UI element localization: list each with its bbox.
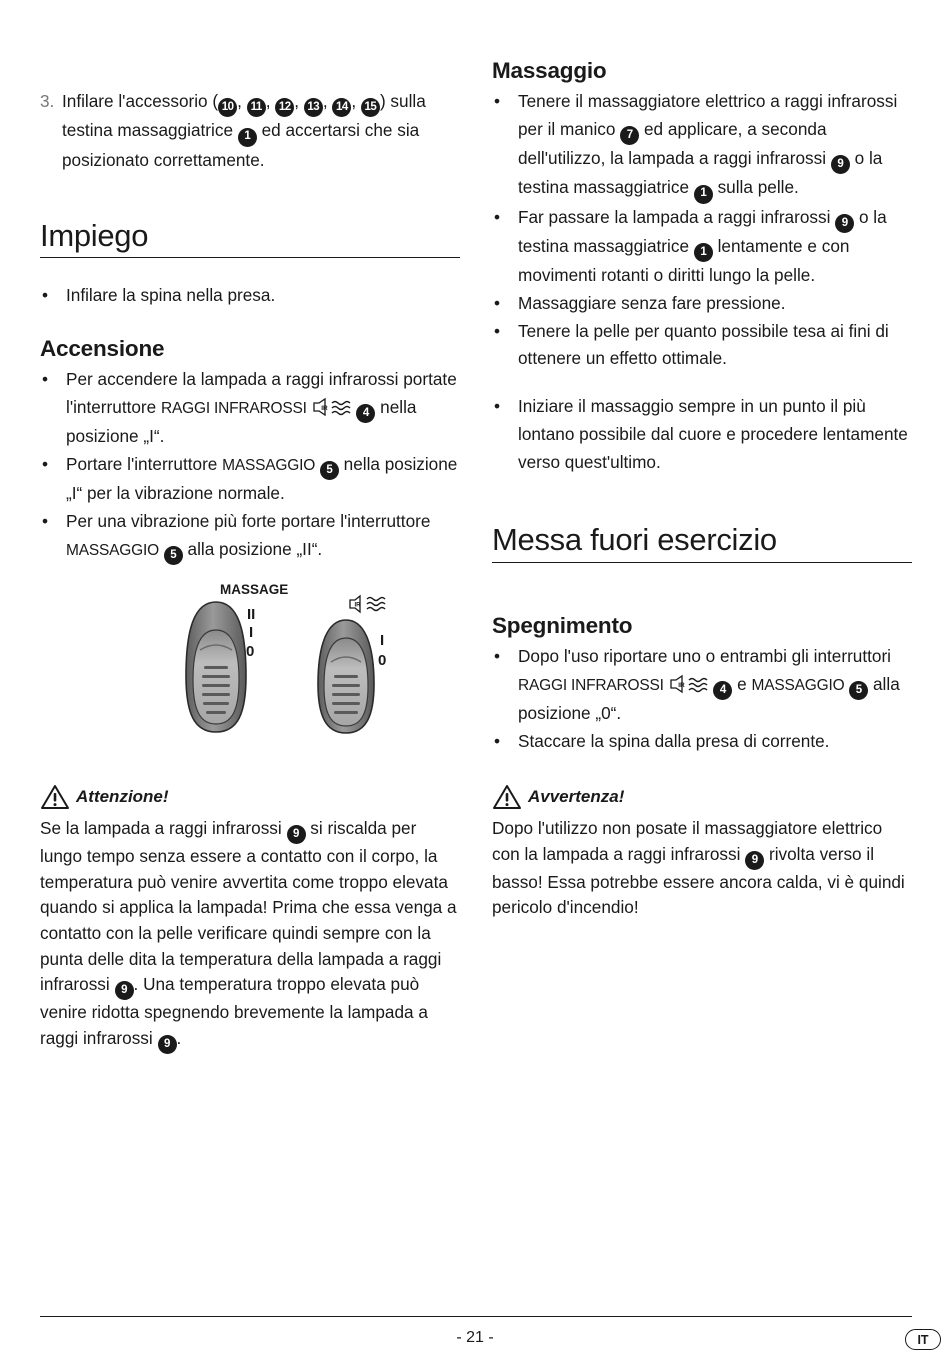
ref-badge: 4 — [713, 681, 732, 700]
ref-badge: 14 — [332, 98, 351, 117]
massage-label: MASSAGE — [220, 582, 289, 597]
switch-position-label: II — [247, 606, 256, 623]
step-number: 3. — [40, 91, 55, 111]
warning-text: Dopo l'utilizzo non posate il massaggiatore elettrico con la lampada a raggi infrarossi 9 rivolta verso il basso! Essa potrebbe essere ancora calda, vi è quindi pericolo d'incendio! — [492, 818, 905, 918]
svg-text:IR: IR — [354, 602, 361, 609]
ref-badge: 4 — [356, 404, 375, 423]
ref-badge: 12 — [275, 98, 294, 117]
warning-text: Se la lampada a raggi infrarossi 9 si riscalda per lungo tempo senza essere a contatto con il corpo, la temperatura può venire avvertita come troppo elevata quando si applica la lampada! Prima che essa venga a contatto con la pelle verificare quindi sempre con la punta delle dita la temperatura della lampada a raggi infrarossi 9 . Una temperatura troppo elevata può venire ridotta spegnendo brevemente la lampada a raggi infrarossi 9 . — [40, 816, 460, 1054]
page-number: - 21 - — [456, 1329, 494, 1346]
switch-illustration — [140, 578, 420, 740]
step-3-text: Infilare l'accessorio ( 10 , 11 , 12 , 13 , 14 , 15 ) sulla testina massaggiatrice 1 ed accertarsi che sia posizionato correttamente. — [62, 91, 426, 170]
accensione-heading: Accensione — [40, 336, 165, 361]
heading-rule — [492, 562, 912, 563]
svg-text:IR: IR — [677, 681, 685, 689]
list-item: • Tenere il massaggiatore elettrico a raggi infrarossi per il manico 7 ed applicare, a seconda dell'utilizzo, la lampada a raggi infrarossi 9 o la testina massaggiatrice 1 sulla pelle. — [492, 88, 912, 204]
ref-badge: 5 — [849, 681, 868, 700]
ref-badge: 11 — [247, 98, 266, 117]
ref-badge: 9 — [831, 155, 850, 174]
ref-badge: 1 — [694, 243, 713, 262]
switch-position-label: 0 — [378, 652, 387, 669]
ref-badge: 9 — [745, 851, 764, 870]
language-badge: IT — [905, 1329, 941, 1350]
massaggio-heading: Massaggio — [492, 58, 607, 83]
warning-triangle-icon — [492, 784, 522, 810]
heading-rule — [40, 257, 460, 258]
spegnimento-list — [492, 643, 912, 756]
list-item: • Per accendere la lampada a raggi infrarossi portate l'interruttore RAGGI INFRAROSSI IR 4 nella posizione „I“. — [40, 366, 460, 451]
switch-position-label: I — [249, 624, 254, 641]
ref-badge: 7 — [620, 126, 639, 145]
ref-badge: 9 — [835, 214, 854, 233]
list-item: • Per una vibrazione più forte portare l'interruttore MASSAGGIO 5 alla posizione „II“. — [40, 508, 460, 565]
massage-switch — [186, 602, 246, 732]
svg-text:IR: IR — [320, 404, 328, 412]
step-3 — [40, 88, 460, 174]
list-item: • Portare l'interruttore MASSAGGIO 5 nella posizione „I“ per la vibrazione normale. — [40, 451, 460, 508]
avvertenza-box — [492, 784, 912, 921]
massaggio-list — [492, 88, 912, 373]
warning-triangle-icon — [40, 784, 70, 810]
ref-badge: 1 — [238, 128, 257, 147]
switch-position-label: I — [380, 632, 385, 649]
ref-badge: 15 — [361, 98, 380, 117]
impiego-list — [40, 282, 460, 310]
attenzione-box — [40, 784, 460, 1054]
impiego-heading: Impiego — [40, 218, 149, 253]
ir-lamp-icon — [350, 596, 385, 612]
ref-badge: 13 — [304, 98, 323, 117]
ir-switch — [318, 620, 374, 733]
ir-lamp-icon — [312, 397, 352, 417]
warning-heading: Avvertenza! — [492, 784, 912, 810]
switch-position-label: 0 — [246, 643, 255, 660]
spegnimento-heading: Spegnimento — [492, 613, 633, 638]
list-item: • Iniziare il massaggio sempre in un punto il più lontano possibile dal cuore e procedere lentamente verso quest'ultimo. — [492, 393, 912, 476]
ref-badge: 5 — [320, 461, 339, 480]
list-item: • Tenere la pelle per quanto possibile tesa ai fini di ottenere un effetto ottimale. — [492, 318, 912, 374]
warning-heading: Attenzione! — [40, 784, 460, 810]
list-item: • Far passare la lampada a raggi infrarossi 9 o la testina massaggiatrice 1 lentamente e con movimenti rotanti o diritti lungo la pelle. — [492, 204, 912, 290]
ref-badge: 1 — [694, 185, 713, 204]
list-item: • Dopo l'uso riportare uno o entrambi gli interruttori RAGGI INFRAROSSI IR 4 e MASSAGGIO 5 alla posizione „0“. — [492, 643, 912, 728]
footer-rule — [40, 1316, 912, 1317]
ref-badge: 9 — [158, 1035, 177, 1054]
massaggio-list-extra — [492, 393, 912, 476]
list-item: • Staccare la spina dalla presa di corrente. — [492, 728, 912, 756]
ref-badge: 10 — [218, 98, 237, 117]
ref-badge: 5 — [164, 546, 183, 565]
ref-badge: 9 — [115, 981, 134, 1000]
ref-badge: 9 — [287, 825, 306, 844]
list-item: • Infilare la spina nella presa. — [40, 282, 460, 310]
messa-fuori-heading: Messa fuori esercizio — [492, 522, 777, 557]
list-item: • Massaggiare senza fare pressione. — [492, 290, 912, 318]
accensione-list — [40, 366, 460, 565]
ir-lamp-icon — [669, 674, 709, 694]
